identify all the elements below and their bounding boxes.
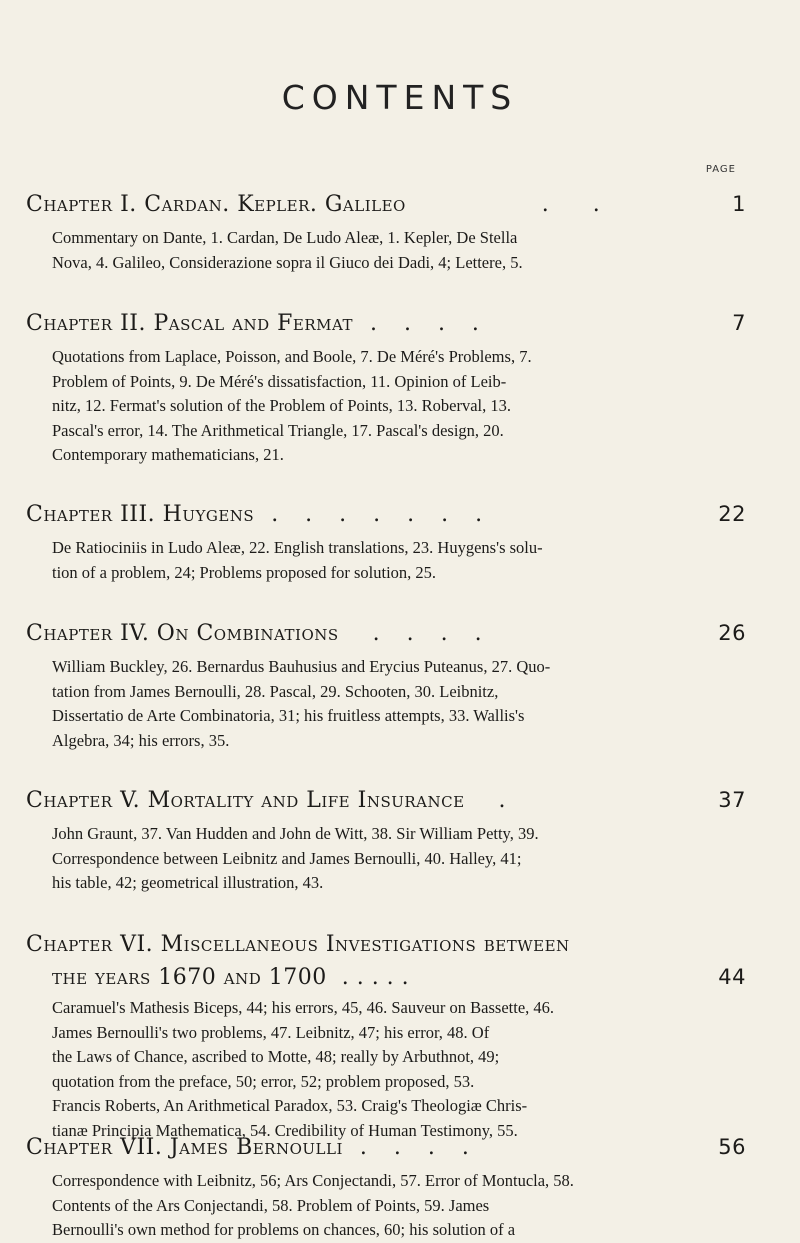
page-column-label: PAGE — [705, 164, 736, 175]
chapter-entry-5 — [26, 788, 746, 896]
chapter-page-number: 37 — [718, 788, 746, 812]
chapter-summary — [52, 345, 746, 468]
chapter-page-number: 44 — [718, 965, 746, 989]
chapter-heading: Chapter I. Cardan. Kepler. Galileo — [26, 192, 406, 217]
summary-line: his table, 42; geometrical illustration, 43. — [52, 873, 324, 892]
summary-line: John Graunt, 37. Van Hudden and John de Witt, 38. Sir William Petty, 39. — [52, 824, 539, 843]
summary-line: Commentary on Dante, 1. Cardan, De Ludo Aleæ, 1. Kepler, De Stella — [52, 228, 518, 247]
chapter-page-number: 22 — [718, 502, 746, 526]
summary-line: Correspondence between Leibnitz and James Bernoulli, 40. Halley, 41; — [52, 848, 522, 868]
chapter-heading: Chapter III. Huygens — [26, 502, 255, 527]
summary-line: Problem of Points, 9. De Méré's dissatisfaction, 11. Opinion of Leib- — [52, 371, 507, 391]
summary-line: tianæ Principia Mathematica, 54. Credibility of Human Testimony, 55. — [52, 1120, 518, 1140]
chapter-entry-3 — [26, 502, 746, 585]
chapter-page-number: 7 — [732, 311, 746, 335]
summary-line: Correspondence with Leibnitz, 56; Ars Conjectandi, 57. Error of Montucla, 58. — [52, 1171, 574, 1190]
summary-line: Quotations from Laplace, Poisson, and Boole, 7. De Méré's Problems, 7. — [52, 347, 532, 366]
chapter-summary — [52, 536, 746, 585]
summary-line: Contents of the Ars Conjectandi, 58. Problem of Points, 59. James — [52, 1195, 490, 1215]
chapter-heading-line: Chapter I. Cardan. Kepler. Galileo . . 1 — [26, 192, 746, 217]
chapter-heading: Chapter V. Mortality and Life Insurance — [26, 788, 465, 813]
chapter-heading-continued: the years 1670 and 1700 — [52, 965, 327, 990]
summary-line: Francis Roberts, An Arithmetical Paradox, 53. Craig's Theologiæ Chris- — [52, 1096, 528, 1115]
page-title: CONTENTS — [281, 78, 519, 117]
summary-line: tion of a problem, 24; Problems proposed for solution, 25. — [52, 562, 437, 582]
chapter-summary — [52, 226, 746, 275]
chapter-summary — [52, 655, 746, 753]
summary-line: Dissertatio de Arte Combinatoria, 31; his fruitless attempts, 33. Wallis's — [52, 706, 525, 725]
summary-line: Bernoulli's own method for problems on chances, 60; his solution of a — [52, 1220, 516, 1239]
chapter-heading-line: Chapter VI. Miscellaneous Investigations between the years 1670 and 1700 . . . . . 44 — [26, 932, 746, 990]
summary-line: William Buckley, 26. Bernardus Bauhusius and Erycius Puteanus, 27. Quo- — [52, 657, 551, 676]
summary-line: tation from James Bernoulli, 28. Pascal, 29. Schooten, 30. Leibnitz, — [52, 681, 499, 701]
chapter-page-number: 56 — [718, 1135, 746, 1159]
chapter-heading-line: Chapter II. Pascal and Fermat . . . . 7 — [26, 311, 746, 336]
chapter-entry-2 — [26, 311, 746, 468]
chapter-heading-line: Chapter III. Huygens . . . . . . . 22 — [26, 502, 746, 527]
chapter-heading-line: Chapter V. Mortality and Life Insurance . 37 — [26, 788, 746, 813]
chapter-summary — [52, 822, 746, 896]
chapter-page-number: 26 — [718, 621, 746, 645]
summary-line: quotation from the preface, 50; error, 52; problem proposed, 53. — [52, 1071, 475, 1091]
chapter-heading: Chapter VII. James Bernoulli — [26, 1135, 343, 1160]
chapter-entry-4 — [26, 621, 746, 753]
chapter-entry-7 — [26, 1135, 746, 1243]
chapter-heading-line: Chapter IV. On Combinations . . . . 26 — [26, 621, 746, 646]
chapter-summary — [52, 996, 746, 1143]
chapter-summary — [52, 1169, 746, 1243]
summary-line: nitz, 12. Fermat's solution of the Problem of Points, 13. Roberval, 13. — [52, 396, 511, 415]
summary-line: Nova, 4. Galileo, Considerazione sopra il Giuco dei Dadi, 4; Lettere, 5. — [52, 252, 523, 272]
summary-line: Caramuel's Mathesis Biceps, 44; his errors, 45, 46. Sauveur on Bassette, 46. — [52, 998, 555, 1017]
chapter-heading: Chapter VI. Miscellaneous Investigations between — [26, 932, 570, 957]
chapter-entry-1 — [26, 192, 746, 275]
chapter-page-number: 1 — [732, 192, 746, 216]
summary-line: James Bernoulli's two problems, 47. Leibnitz, 47; his error, 48. Of — [52, 1022, 490, 1042]
summary-line: the Laws of Chance, ascribed to Motte, 48; really by Arbuthnot, 49; — [52, 1047, 500, 1066]
summary-line: De Ratiociniis in Ludo Aleæ, 22. English translations, 23. Huygens's solu- — [52, 538, 543, 557]
summary-line: Pascal's error, 14. The Arithmetical Triangle, 17. Pascal's design, 20. — [52, 420, 504, 440]
chapter-heading: Chapter IV. On Combinations — [26, 621, 339, 646]
chapter-entry-6 — [26, 932, 746, 1143]
chapter-heading-line: Chapter VII. James Bernoulli . . . . 56 — [26, 1135, 746, 1160]
summary-line: Contemporary mathematicians, 21. — [52, 445, 284, 464]
summary-line: Algebra, 34; his errors, 35. — [52, 730, 230, 750]
chapter-heading: Chapter II. Pascal and Fermat — [26, 311, 353, 336]
